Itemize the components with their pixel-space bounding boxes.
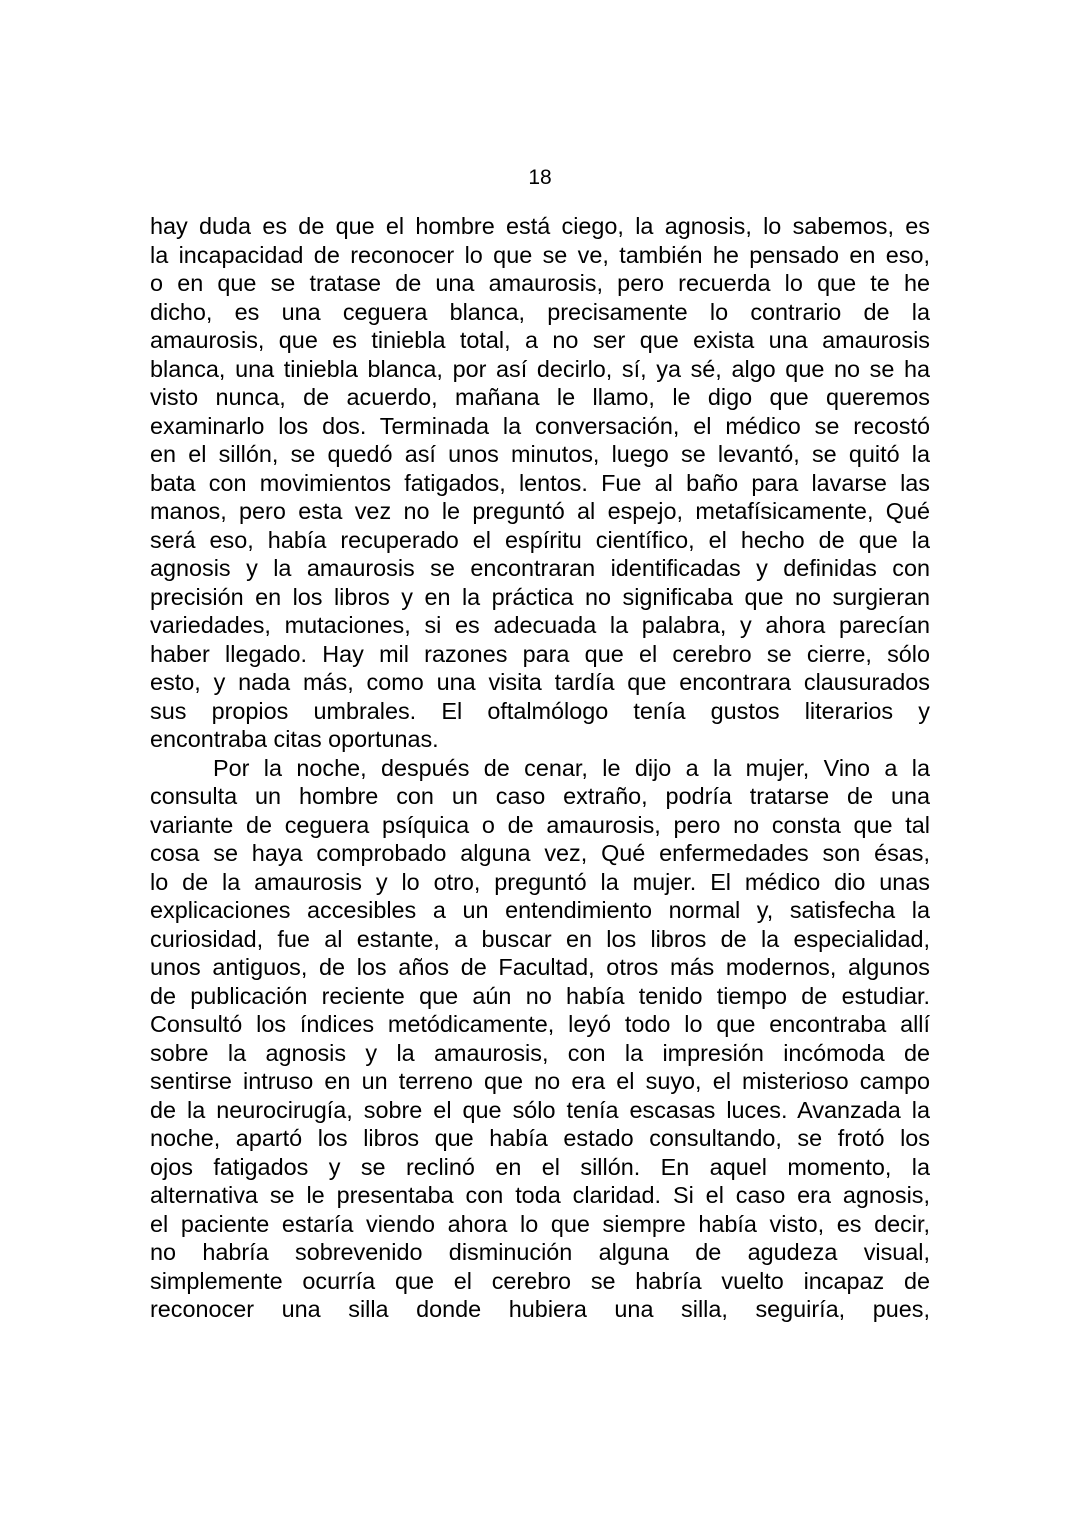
- text-line: noche, apartó los libros que había estado consultando, se frotó los: [150, 1125, 930, 1151]
- text-line: la incapacidad de reconocer lo que se ve, también he pensado en eso,: [150, 241, 930, 268]
- text-line: será eso, había recuperado el espíritu científico, el hecho de que la: [150, 526, 930, 553]
- text-line: Por la noche, después de cenar, le dijo a la mujer, Vino a la: [213, 754, 930, 781]
- text-line: cosa se haya comprobado alguna vez, Qué enfermedades son ésas,: [150, 840, 930, 866]
- text-line: unos antiguos, de los años de Facultad, otros más modernos, algunos: [150, 954, 930, 980]
- page-number: 18: [528, 166, 552, 189]
- text-line: de la neurocirugía, sobre el que sólo tenía escasas luces. Avanzada la: [150, 1096, 930, 1123]
- text-line: amaurosis, que es tiniebla total, a no ser que exista una amaurosis: [150, 327, 930, 353]
- text-line: hay duda es de que el hombre está ciego, la agnosis, lo sabemos, es: [150, 213, 930, 239]
- text-line: Consultó los índices metódicamente, leyó todo lo que encontraba allí: [150, 1011, 930, 1037]
- text-line: curiosidad, fue al estante, a buscar en los libros de la especialidad,: [150, 925, 930, 952]
- text-line: de publicación reciente que aún no había tenido tiempo de estudiar.: [150, 982, 930, 1009]
- text-line: sobre la agnosis y la amaurosis, con la impresión incómoda de: [150, 1039, 930, 1066]
- text-line: el paciente estaría viendo ahora lo que siempre había visto, es decir,: [150, 1210, 930, 1237]
- text-line: variedades, mutaciones, si es adecuada la palabra, y ahora parecían: [150, 612, 930, 638]
- text-line: sus propios umbrales. El oftalmólogo tenía gustos literarios y: [150, 697, 930, 724]
- text-line: dicho, es una ceguera blanca, precisamente lo contrario de la: [150, 298, 930, 325]
- text-line: encontraba citas oportunas.: [150, 726, 439, 752]
- text-line: blanca, una tiniebla blanca, por así decirlo, sí, ya sé, algo que no se ha: [150, 355, 930, 382]
- text-line: sentirse intruso en un terreno que no era el suyo, el misterioso campo: [150, 1068, 930, 1094]
- text-line: bata con movimientos fatigados, lentos. Fue al baño para lavarse las: [150, 469, 930, 496]
- text-line: alternativa se le presentaba con toda claridad. Si el caso era agnosis,: [150, 1182, 930, 1208]
- text-line: no habría sobrevenido disminución alguna de agudeza visual,: [150, 1239, 930, 1265]
- text-line: precisión en los libros y en la práctica no significaba que no surgieran: [150, 583, 930, 610]
- text-line: explicaciones accesibles a un entendimiento normal y, satisfecha la: [150, 897, 930, 923]
- text-line: consulta un hombre con un caso extraño, podría tratarse de una: [150, 783, 930, 809]
- text-line: ojos fatigados y se reclinó en el sillón. En aquel momento, la: [150, 1153, 930, 1180]
- text-line: agnosis y la amaurosis se encontraran identificadas y definidas con: [150, 555, 930, 581]
- text-line: examinarlo los dos. Terminada la conversación, el médico se recostó: [150, 412, 930, 439]
- text-line: reconocer una silla donde hubiera una silla, seguiría, pues,: [150, 1296, 930, 1322]
- text-line: variante de ceguera psíquica o de amaurosis, pero no consta que tal: [150, 811, 930, 838]
- text-line: manos, pero esta vez no le preguntó al espejo, metafísicamente, Qué: [150, 498, 930, 524]
- text-line: esto, y nada más, como una visita tardía que encontrara clausurados: [150, 669, 930, 695]
- text-line: en el sillón, se quedó así unos minutos, luego se levantó, se quitó la: [150, 441, 930, 467]
- text-line: o en que se tratase de una amaurosis, pero recuerda lo que te he: [150, 270, 930, 296]
- body-text: [150, 212, 930, 1324]
- text-line: haber llegado. Hay mil razones para que el cerebro se cierre, sólo: [150, 640, 930, 667]
- text-line: simplemente ocurría que el cerebro se habría vuelto incapaz de: [150, 1267, 930, 1294]
- text-line: lo de la amaurosis y lo otro, preguntó la mujer. El médico dio unas: [150, 868, 930, 895]
- text-line: visto nunca, de acuerdo, mañana le llamo, le digo que queremos: [150, 384, 930, 410]
